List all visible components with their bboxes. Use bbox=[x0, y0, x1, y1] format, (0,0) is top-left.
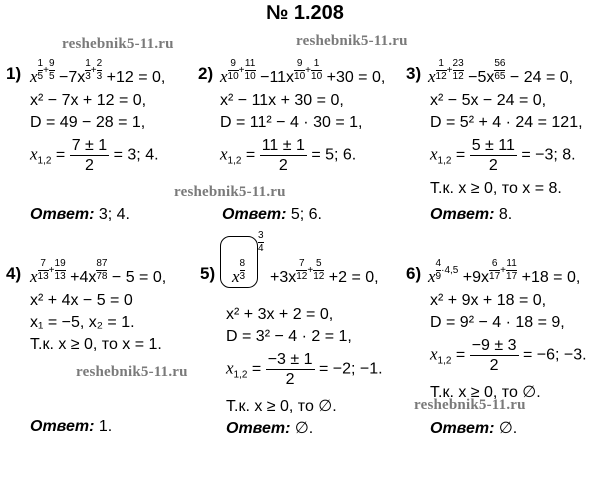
problem-equation: x $^{\frac{4}{9} \cdot 4,5}$ +9x $^{\frac{6}{17} + \frac{11}{17}}$ +18 = 0, bbox=[428, 258, 581, 287]
solution-line: D = 3² − 4 · 2 = 1, bbox=[226, 328, 352, 345]
solution-line: x² + 3x + 2 = 0, bbox=[226, 306, 334, 323]
solution-line: x² − 7x + 12 = 0, bbox=[30, 92, 147, 109]
problem-number: 1) bbox=[6, 64, 22, 83]
problem-equation: x $^{\frac{1}{5} + \frac{9}{5}}$ −7x $^{\frac{1}{3} + \frac{2}{3}}$ +12 = 0, bbox=[30, 58, 166, 87]
roots-formula: $x_{1,2}$ = $\frac{5 \pm 11}{2}$ = −3; 8. bbox=[430, 137, 576, 174]
problem-number: 2) bbox=[198, 64, 214, 83]
solution-line: D = 49 − 28 = 1, bbox=[30, 114, 146, 131]
problem-equation: x $^{\frac{9}{10} + \frac{11}{10}}$ −11x $^{\frac{9}{10} + \frac{1}{10}}$ +30 = 0, bbox=[220, 58, 386, 87]
solution-line: x² + 4x − 5 = 0 bbox=[30, 292, 133, 309]
problem-equation-rest: +3x $^{\frac{7}{12} + \frac{5}{12}}$ +2 = 0, bbox=[270, 258, 379, 287]
solution-line: D = 9² − 4 · 18 = 9, bbox=[430, 314, 565, 331]
roots-formula: $x_{1,2}$ = $\frac{11 \pm 1}{2}$ = 5; 6. bbox=[220, 137, 357, 174]
watermark: reshebnik5-11.ru bbox=[296, 33, 408, 49]
answer: Ответ: 1. bbox=[30, 418, 113, 435]
outer-exponent: $\frac{3}{4}$ bbox=[258, 230, 264, 254]
problem-equation: x $^{\frac{8}{3}}$ bbox=[232, 258, 246, 287]
problem-number: 5) bbox=[200, 264, 216, 283]
answer: Ответ: 8. bbox=[430, 206, 513, 223]
page-title: № 1.208 bbox=[266, 2, 344, 24]
problem-number: 4) bbox=[6, 264, 22, 283]
watermark: reshebnik5-11.ru bbox=[76, 364, 188, 380]
solution-line: x² − 11x + 30 = 0, bbox=[220, 92, 344, 109]
answer: Ответ: ∅. bbox=[226, 420, 314, 437]
solution-line: x² − 5x − 24 = 0, bbox=[430, 92, 547, 109]
solution-note: Т.к. x ≥ 0, то ∅. bbox=[430, 384, 541, 401]
solution-line: D = 5² + 4 · 24 = 121, bbox=[430, 114, 583, 131]
watermark: reshebnik5-11.ru bbox=[62, 36, 174, 52]
problem-number: 3) bbox=[406, 64, 422, 83]
answer: Ответ: 5; 6. bbox=[222, 206, 322, 223]
solution-note: Т.к. x ≥ 0, то ∅. bbox=[226, 398, 337, 415]
solution-line: x² + 9x + 18 = 0, bbox=[430, 292, 547, 309]
roots-formula: $x_{1,2}$ = $\frac{-9 \pm 3}{2}$ = −6; −3. bbox=[430, 337, 587, 374]
answer: Ответ: 3; 4. bbox=[30, 206, 130, 223]
problem-number: 6) bbox=[406, 264, 422, 283]
watermark: reshebnik5-11.ru bbox=[174, 184, 286, 200]
problem-equation: x $^{\frac{7}{13} + \frac{19}{13}}$ +4x $^{\frac{8}{7} \frac{7}{8}}$ − 5 = 0, bbox=[30, 258, 167, 287]
solution-note: Т.к. x ≥ 0, то x = 1. bbox=[30, 336, 162, 353]
solution-line: x₁ = −5, x₂ = 1. bbox=[30, 314, 135, 331]
roots-formula: $x_{1,2}$ = $\frac{7 \pm 1}{2}$ = 3; 4. bbox=[30, 137, 159, 174]
solution-line: D = 11² − 4 · 30 = 1, bbox=[220, 114, 363, 131]
roots-formula: $x_{1,2}$ = $\frac{-3 \pm 1}{2}$ = −2; −1. bbox=[226, 351, 383, 388]
watermark: reshebnik5-11.ru bbox=[414, 397, 526, 413]
problem-equation: x $^{\frac{1}{12} + \frac{23}{12}}$ −5x $^{\frac{5}{6} \frac{6}{5}}$ − 24 = 0, bbox=[428, 58, 574, 87]
answer: Ответ: ∅. bbox=[430, 420, 518, 437]
solution-note: Т.к. x ≥ 0, то x = 8. bbox=[430, 180, 562, 197]
